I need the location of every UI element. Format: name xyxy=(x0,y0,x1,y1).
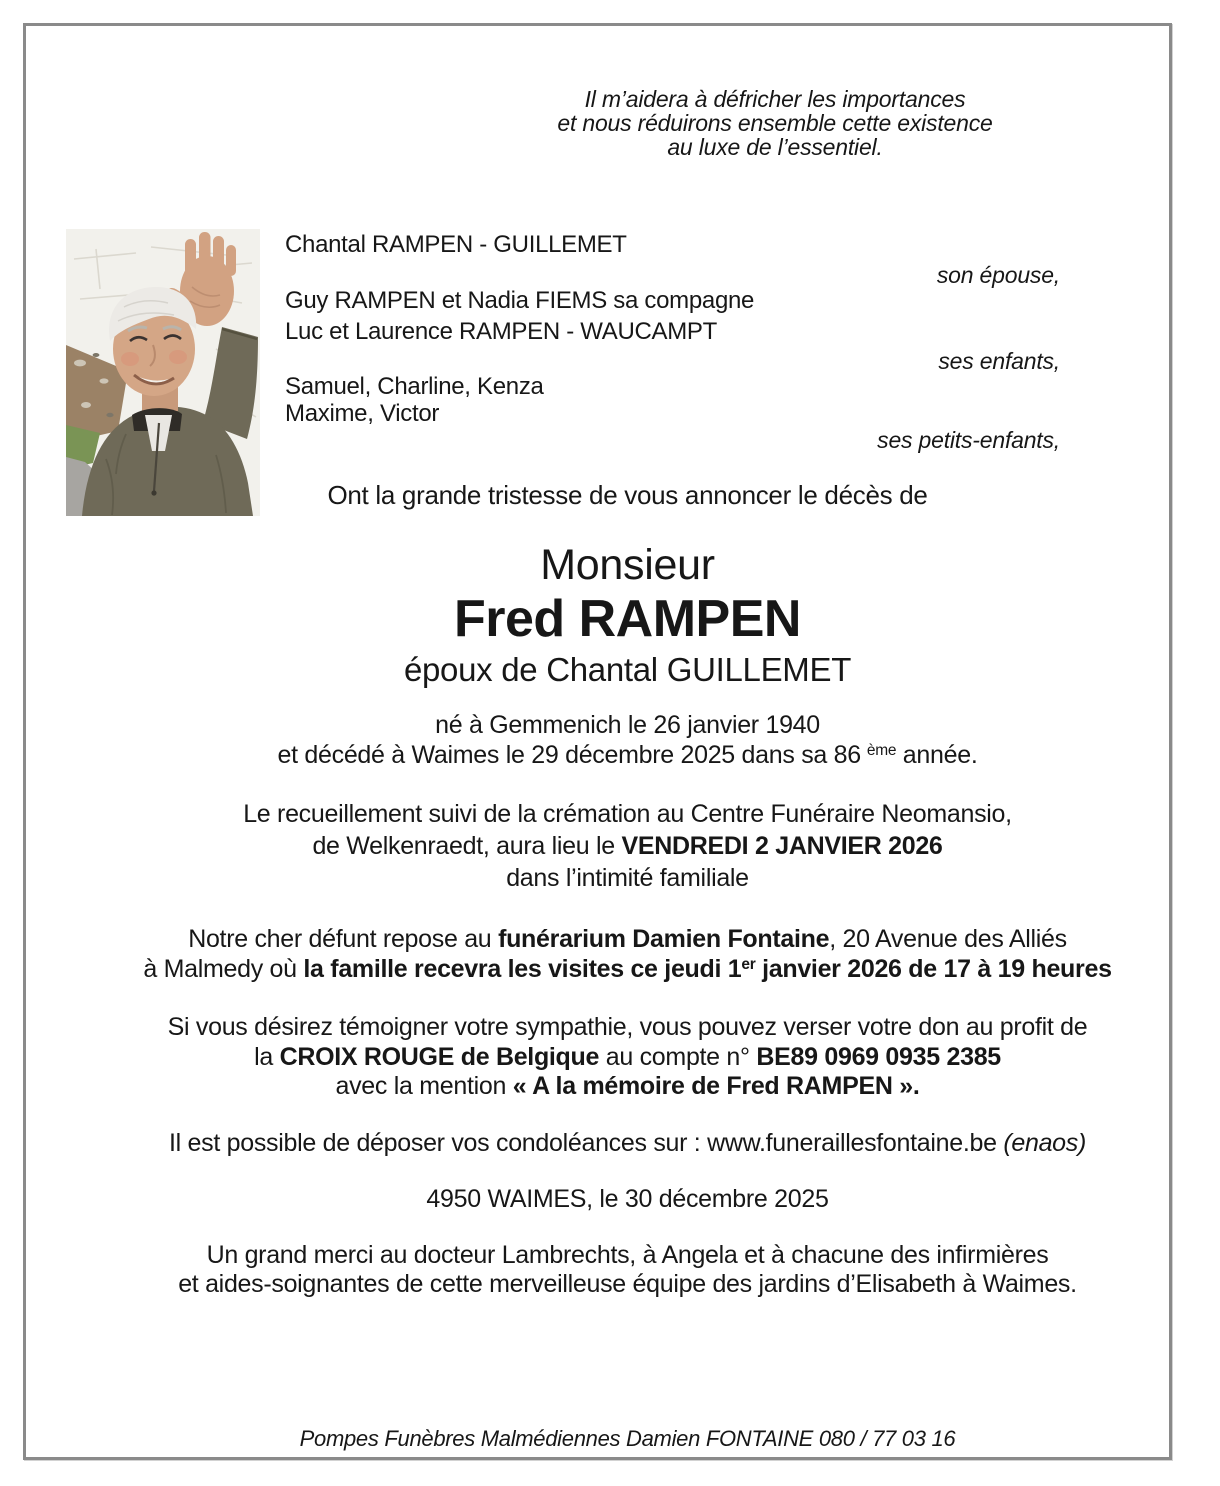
ceremony-date-prefix: de Welkenraedt, aura lieu le xyxy=(312,832,622,860)
funeral-home-name: funérarium Damien Fontaine xyxy=(498,925,830,953)
condolences-text: Il est possible de déposer vos condoléances sur : www.funeraillesfontaine.be xyxy=(168,1129,1004,1157)
announcement-line: Ont la grande tristesse de vous annoncer le décès de xyxy=(327,480,928,510)
family-relation-children: ses enfants, xyxy=(938,348,1060,374)
donation-account-label: au compte n° xyxy=(599,1043,757,1071)
family-name-grandchildren-1: Samuel, Charline, Kenza xyxy=(285,373,544,400)
family-name-child-2: Luc et Laurence RAMPEN - WAUCAMPT xyxy=(285,318,718,345)
portrait-photo xyxy=(66,229,260,516)
thanks-line-1: Un grand merci au docteur Lambrechts, à Angela et à chacune des infirmières xyxy=(206,1241,1049,1269)
death-text-end: année. xyxy=(896,741,978,769)
repose-line-2 xyxy=(85,955,1170,984)
visits-ordinal-suffix: er xyxy=(741,956,756,974)
photo-cheek-left xyxy=(121,352,139,366)
mention-text: « A la mémoire de Fred RAMPEN ». xyxy=(512,1072,920,1100)
epigraph xyxy=(555,87,995,159)
donation-prefix: la xyxy=(254,1043,280,1071)
birth-line: né à Gemmenich le 26 janvier 1940 xyxy=(435,711,820,739)
charity-name: CROIX ROUGE de Belgique xyxy=(279,1043,600,1071)
donation-account-number: BE89 0969 0935 2385 xyxy=(756,1043,1001,1071)
death-text: et décédé à Waimes le 29 décembre 2025 dans sa 86 xyxy=(277,741,861,769)
donation-line-2 xyxy=(85,1043,1170,1072)
deceased-name: Fred RAMPEN xyxy=(454,590,801,648)
mention-prefix: avec la mention xyxy=(335,1072,513,1100)
visits-text: la famille recevra les visites ce jeudi 1 xyxy=(303,955,742,983)
family-name-spouse: Chantal RAMPEN - GUILLEMET xyxy=(285,231,627,258)
epigraph-line-3: au luxe de l’essentiel. xyxy=(667,134,883,160)
epigraph-line-2: et nous réduirons ensemble cette existence xyxy=(557,110,993,136)
condolences-line xyxy=(85,1129,1170,1158)
epigraph-line-1: Il m’aidera à défricher les importances xyxy=(584,86,966,112)
thanks-line-2: et aides-soignantes de cette merveilleuse équipe des jardins d’Elisabeth à Waimes. xyxy=(178,1270,1077,1298)
death-ordinal-suffix: ème xyxy=(866,742,897,760)
place-date-line: 4950 WAIMES, le 30 décembre 2025 xyxy=(426,1185,829,1213)
family-name-child-1: Guy RAMPEN et Nadia FIEMS sa compagne xyxy=(285,287,755,314)
portrait-photo-image xyxy=(66,229,260,516)
repose-address: , 20 Avenue des Alliés xyxy=(829,925,1067,953)
deceased-spouse-line: époux de Chantal GUILLEMET xyxy=(403,651,852,688)
ceremony-line-1: Le recueillement suivi de la crémation au Centre Funéraire Neomansio, xyxy=(243,800,1012,828)
ceremony-date: VENDREDI 2 JANVIER 2026 xyxy=(621,832,943,860)
family-relation-spouse: son épouse, xyxy=(936,262,1060,288)
photo-cheek-right xyxy=(169,350,187,364)
repose-prefix: Notre cher défunt repose au xyxy=(188,925,499,953)
ceremony-line-3: dans l’intimité familiale xyxy=(506,864,749,892)
funeral-home-footer: Pompes Funèbres Malmédiennes Damien FONTAINE 080 / 77 03 16 xyxy=(299,1426,956,1451)
visits-text-end: janvier 2026 de 17 à 19 heures xyxy=(755,955,1112,983)
donation-line-1: Si vous désirez témoigner votre sympathie, vous pouvez verser votre don au profit de xyxy=(167,1013,1088,1041)
deceased-title: Monsieur xyxy=(540,541,715,589)
repose-line-1 xyxy=(85,925,1170,954)
donation-line-3 xyxy=(85,1072,1170,1101)
family-name-grandchildren-2: Maxime, Victor xyxy=(285,400,440,427)
death-line xyxy=(85,741,1170,770)
ceremony-line-2 xyxy=(85,832,1170,861)
condolences-platform: (enaos) xyxy=(1003,1129,1087,1157)
family-relation-grandchildren: ses petits-enfants, xyxy=(877,427,1060,453)
visits-prefix: à Malmedy où xyxy=(143,955,304,983)
